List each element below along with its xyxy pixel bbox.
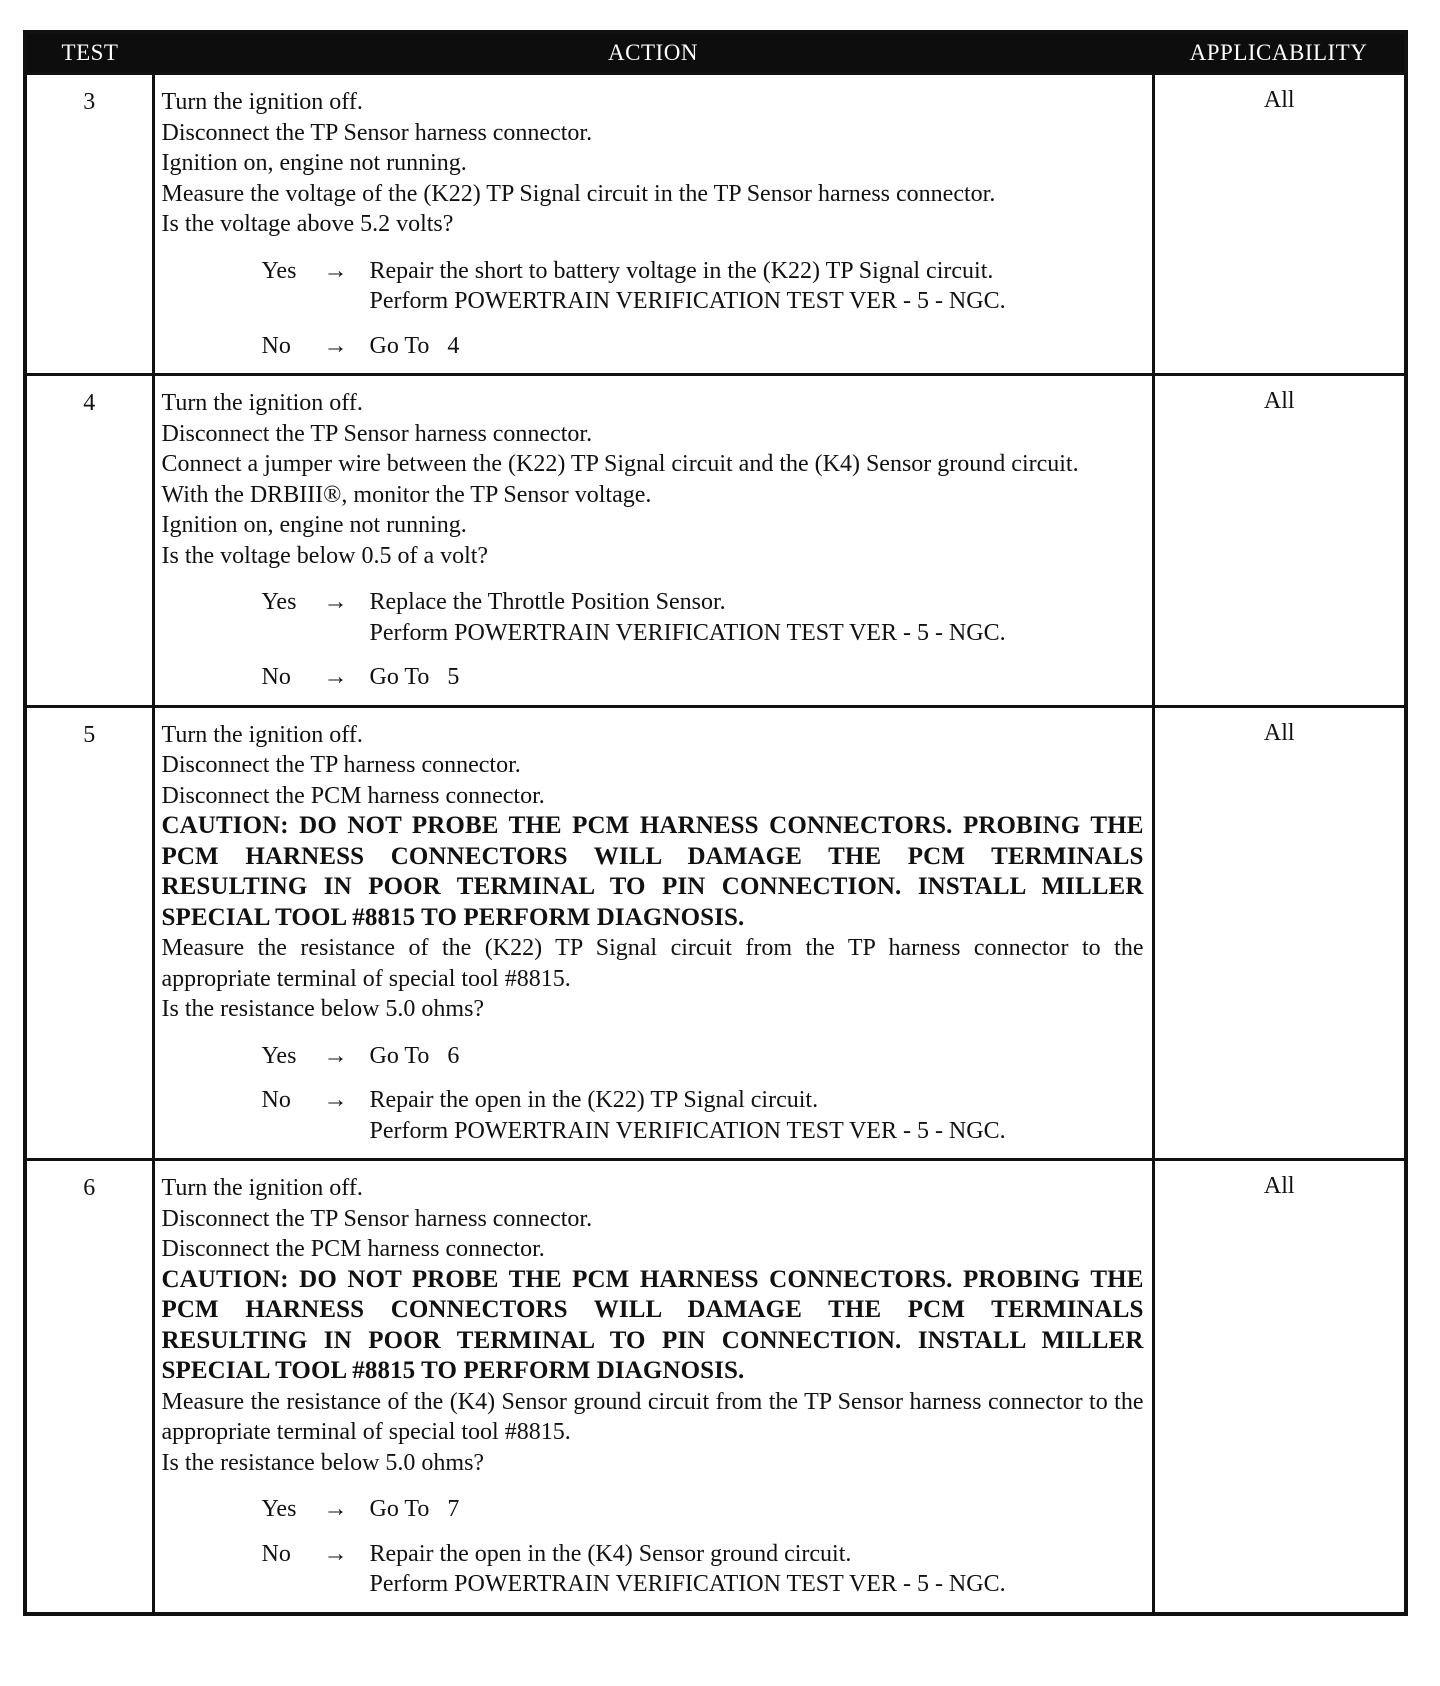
outcome-no [162, 331, 1144, 362]
outcomes [162, 587, 1144, 693]
outcome-label: No [261, 1087, 291, 1113]
arrow-right-icon: → [323, 1087, 348, 1113]
header-test: TEST [27, 34, 153, 74]
outcome-label: Yes [261, 1496, 297, 1522]
action-step: Is the resistance below 5.0 ohms? [161, 1449, 485, 1476]
action-step: Connect a jumper wire between the (K22) TP Signal circuit and the (K4) Sensor ground circuit. [161, 451, 1079, 477]
action-cell [153, 706, 1153, 1160]
table-row [27, 1160, 1404, 1612]
outcome-text [370, 662, 1144, 693]
action-step: Turn the ignition off. [161, 721, 363, 748]
outcomes [162, 256, 1144, 362]
outcome-no [162, 1539, 1144, 1600]
outcome-text-line: Perform POWERTRAIN VERIFICATION TEST VER - 5 - NGC. [369, 1117, 1006, 1144]
outcome-text [370, 1494, 1144, 1525]
action-step: Measure the resistance of the (K22) TP Signal circuit from the TP harness connector to the appropriate terminal of special tool #8815. [161, 935, 1144, 992]
test-number: 4 [27, 375, 153, 707]
arrow-right-icon: → [323, 257, 348, 284]
outcome-label: Yes [261, 1042, 297, 1069]
action-cell [153, 1160, 1153, 1612]
outcome-label: No [261, 1540, 291, 1567]
test-number: 5 [27, 706, 153, 1160]
action-step: Ignition on, engine not running. [161, 512, 467, 538]
arrow-right-icon: → [323, 332, 348, 359]
outcomes [162, 1494, 1144, 1600]
outcome-label: No [261, 664, 291, 690]
table-row [27, 375, 1404, 707]
outcome-text-line: Perform POWERTRAIN VERIFICATION TEST VER - 5 - NGC. [369, 619, 1006, 646]
action-step: With the DRBIII®, monitor the TP Sensor voltage. [161, 481, 652, 508]
arrow-right-icon: → [323, 589, 348, 615]
table-body [27, 74, 1404, 1612]
applicability-value: All [1153, 1160, 1404, 1612]
outcome-no [162, 1085, 1144, 1146]
action-step: Disconnect the TP Sensor harness connector. [161, 119, 593, 146]
arrow-right-icon: → [323, 1042, 348, 1069]
action-step: Disconnect the PCM harness connector. [161, 1236, 545, 1262]
outcome-text [370, 587, 1144, 648]
applicability-value: All [1153, 706, 1404, 1160]
outcome-yes [162, 587, 1144, 648]
arrow-right-icon: → [323, 1540, 348, 1567]
outcome-text-line: Repair the open in the (K4) Sensor ground circuit. [369, 1540, 852, 1567]
outcome-label: No [261, 332, 291, 359]
outcome-yes [162, 1041, 1144, 1072]
outcome-yes [162, 256, 1144, 317]
outcome-text-line: Go To 6 [369, 1042, 460, 1069]
action-cell [153, 375, 1153, 707]
action-step: Turn the ignition off. [161, 390, 363, 416]
outcome-text [370, 331, 1144, 362]
outcome-text-line: Repair the short to battery voltage in the (K22) TP Signal circuit. [369, 257, 994, 284]
outcome-text-line: Replace the Throttle Position Sensor. [369, 589, 726, 615]
caution-notice: CAUTION: DO NOT PROBE THE PCM HARNESS CONNECTORS. PROBING THE PCM HARNESS CONNECTORS WILL DAMAGE THE PCM TERMINALS RESULTING IN POOR TERMINAL TO PIN CONNECTION. INSTALL MILLER SPECIAL TOOL #8815 TO PERFORM DIAGNOSIS. [161, 1265, 1144, 1384]
outcome-text [370, 1041, 1144, 1072]
action-step: Disconnect the TP harness connector. [161, 752, 521, 778]
table-row [27, 706, 1404, 1160]
test-number: 6 [27, 1160, 153, 1612]
outcome-label: Yes [261, 589, 297, 615]
outcome-yes [162, 1494, 1144, 1525]
table-header [27, 34, 1404, 74]
action-cell [153, 74, 1153, 375]
outcome-text-line: Repair the open in the (K22) TP Signal circuit. [369, 1087, 819, 1113]
action-step: Is the resistance below 5.0 ohms? [161, 996, 485, 1022]
applicability-value: All [1153, 375, 1404, 707]
arrow-right-icon: → [323, 664, 348, 690]
outcome-no [162, 662, 1144, 693]
action-step: Disconnect the PCM harness connector. [161, 782, 545, 809]
action-step: Disconnect the TP Sensor harness connector. [161, 420, 593, 447]
action-step: Is the voltage below 0.5 of a volt? [161, 542, 489, 569]
action-step: Measure the voltage of the (K22) TP Signal circuit in the TP Sensor harness connector. [161, 180, 996, 207]
action-step: Turn the ignition off. [161, 89, 363, 115]
arrow-right-icon: → [323, 1496, 348, 1522]
outcome-text-line: Go To 5 [369, 664, 460, 690]
action-step: Is the voltage above 5.2 volts? [161, 211, 454, 237]
applicability-value: All [1153, 74, 1404, 375]
outcome-text [370, 256, 1144, 317]
outcome-text-line: Go To 7 [369, 1496, 460, 1522]
diagnostic-table-sheet [23, 30, 1408, 1616]
diagnostic-test-table [27, 34, 1404, 1612]
outcome-label: Yes [261, 257, 297, 284]
outcome-text-line: Perform POWERTRAIN VERIFICATION TEST VER - 5 - NGC. [369, 1571, 1006, 1597]
action-step: Disconnect the TP Sensor harness connector. [161, 1205, 593, 1232]
test-number: 3 [27, 74, 153, 375]
action-step: Ignition on, engine not running. [161, 150, 467, 176]
header-applicability: APPLICABILITY [1153, 34, 1404, 74]
outcome-text [370, 1085, 1144, 1146]
action-step: Turn the ignition off. [161, 1175, 363, 1201]
caution-notice: CAUTION: DO NOT PROBE THE PCM HARNESS CONNECTORS. PROBING THE PCM HARNESS CONNECTORS WILL DAMAGE THE PCM TERMINALS RESULTING IN POOR TERMINAL TO PIN CONNECTION. INSTALL MILLER SPECIAL TOOL #8815 TO PERFORM DIAGNOSIS. [161, 812, 1144, 931]
table-row [27, 74, 1404, 375]
outcome-text-line: Go To 4 [369, 332, 460, 359]
outcomes [162, 1041, 1144, 1147]
header-action: ACTION [153, 34, 1153, 74]
outcome-text [370, 1539, 1144, 1600]
action-step: Measure the resistance of the (K4) Sensor ground circuit from the TP Sensor harness connector to the appropriate terminal of special tool #8815. [161, 1388, 1144, 1445]
outcome-text-line: Perform POWERTRAIN VERIFICATION TEST VER - 5 - NGC. [369, 288, 1006, 314]
